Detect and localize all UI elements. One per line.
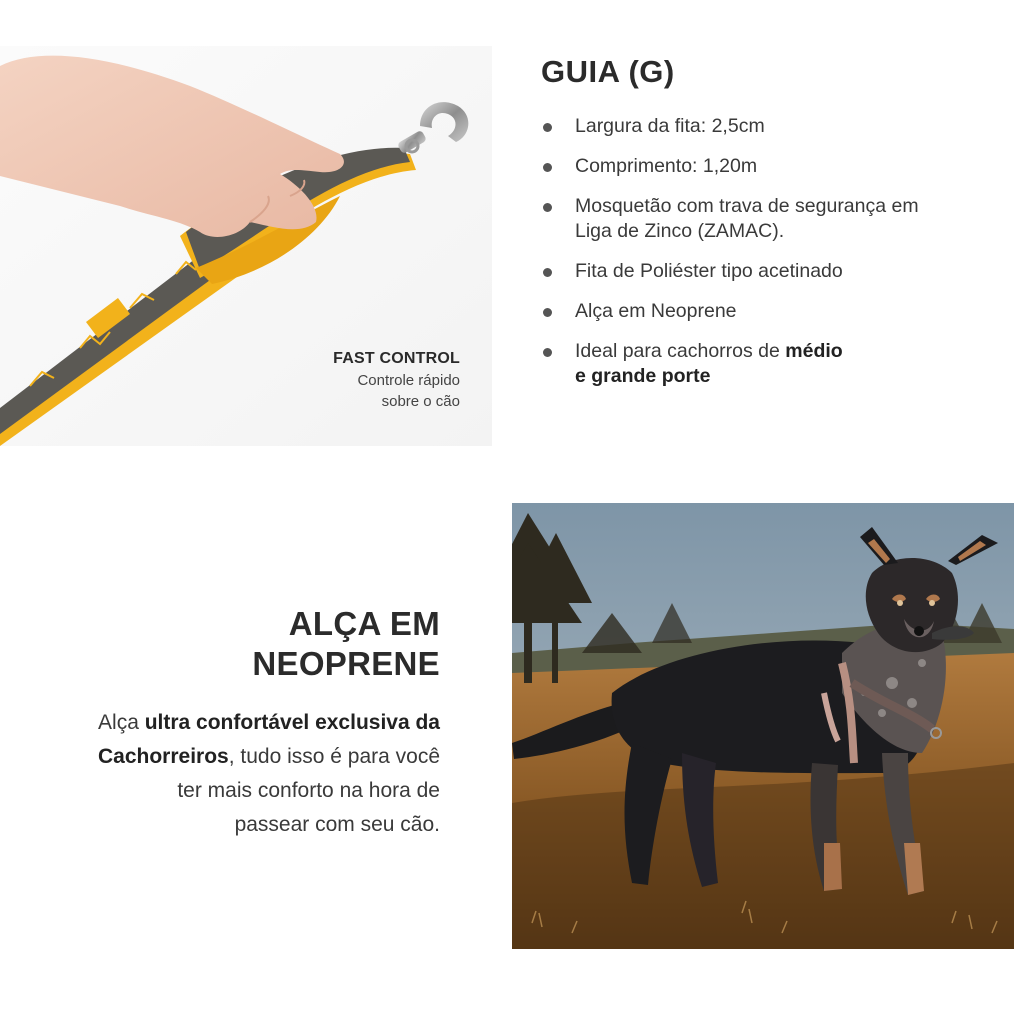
desc-bold-1: ultra confortável exclusiva da (144, 711, 440, 734)
spec-item-ribbon (541, 259, 1001, 284)
bullet-icon (543, 308, 552, 317)
dog-photo (512, 503, 1014, 949)
bullet-icon (543, 203, 552, 212)
spec-item-size (541, 339, 1001, 389)
fast-control-line-1: Controle rápido (357, 372, 460, 389)
neoprene-section (40, 604, 440, 842)
bullet-icon (543, 348, 552, 357)
spec-item-text-line1: Mosquetão com trava de segurança em (575, 195, 919, 217)
spec-item-handle (541, 299, 1001, 324)
desc-mid: , tudo isso é para você (228, 745, 440, 768)
spec-item-text: Largura da fita: 2,5cm (575, 115, 765, 137)
neoprene-title-line2: NEOPRENE (252, 645, 440, 682)
spec-item-bold-large: e grande porte (575, 365, 711, 387)
neoprene-description (40, 706, 440, 842)
neoprene-title (40, 604, 440, 684)
fast-control-caption (333, 348, 460, 412)
neoprene-title-line1: ALÇA EM (288, 605, 440, 642)
dog-illustration (512, 503, 1014, 949)
spec-item-text-pre: Ideal para cachorros de (575, 340, 786, 362)
fast-control-title: FAST CONTROL (333, 350, 460, 367)
spec-item-carabiner (541, 194, 1001, 244)
spec-item-text-line2: Liga de Zinco (ZAMAC). (575, 220, 785, 242)
spec-item-length (541, 154, 1001, 179)
desc-pre: Alça (98, 711, 145, 734)
spec-item-bold-medium: médio (785, 340, 843, 362)
spec-section (541, 52, 1001, 404)
bullet-icon (543, 163, 552, 172)
desc-line4: passear com seu cão. (234, 813, 440, 836)
spec-title: GUIA (G) (541, 54, 675, 89)
spec-item-text: Fita de Poliéster tipo acetinado (575, 260, 843, 282)
desc-line3: ter mais conforto na hora de (177, 779, 440, 802)
bullet-icon (543, 123, 552, 132)
spec-item-text: Alça em Neoprene (575, 300, 737, 322)
spec-item-width (541, 114, 1001, 139)
desc-bold-brand: Cachorreiros (97, 745, 229, 768)
fast-control-line-2: sobre o cão (381, 393, 460, 410)
bullet-icon (543, 268, 552, 277)
spec-list (541, 114, 1001, 389)
leash-product-photo (0, 46, 492, 446)
spec-item-text: Comprimento: 1,20m (575, 155, 758, 177)
